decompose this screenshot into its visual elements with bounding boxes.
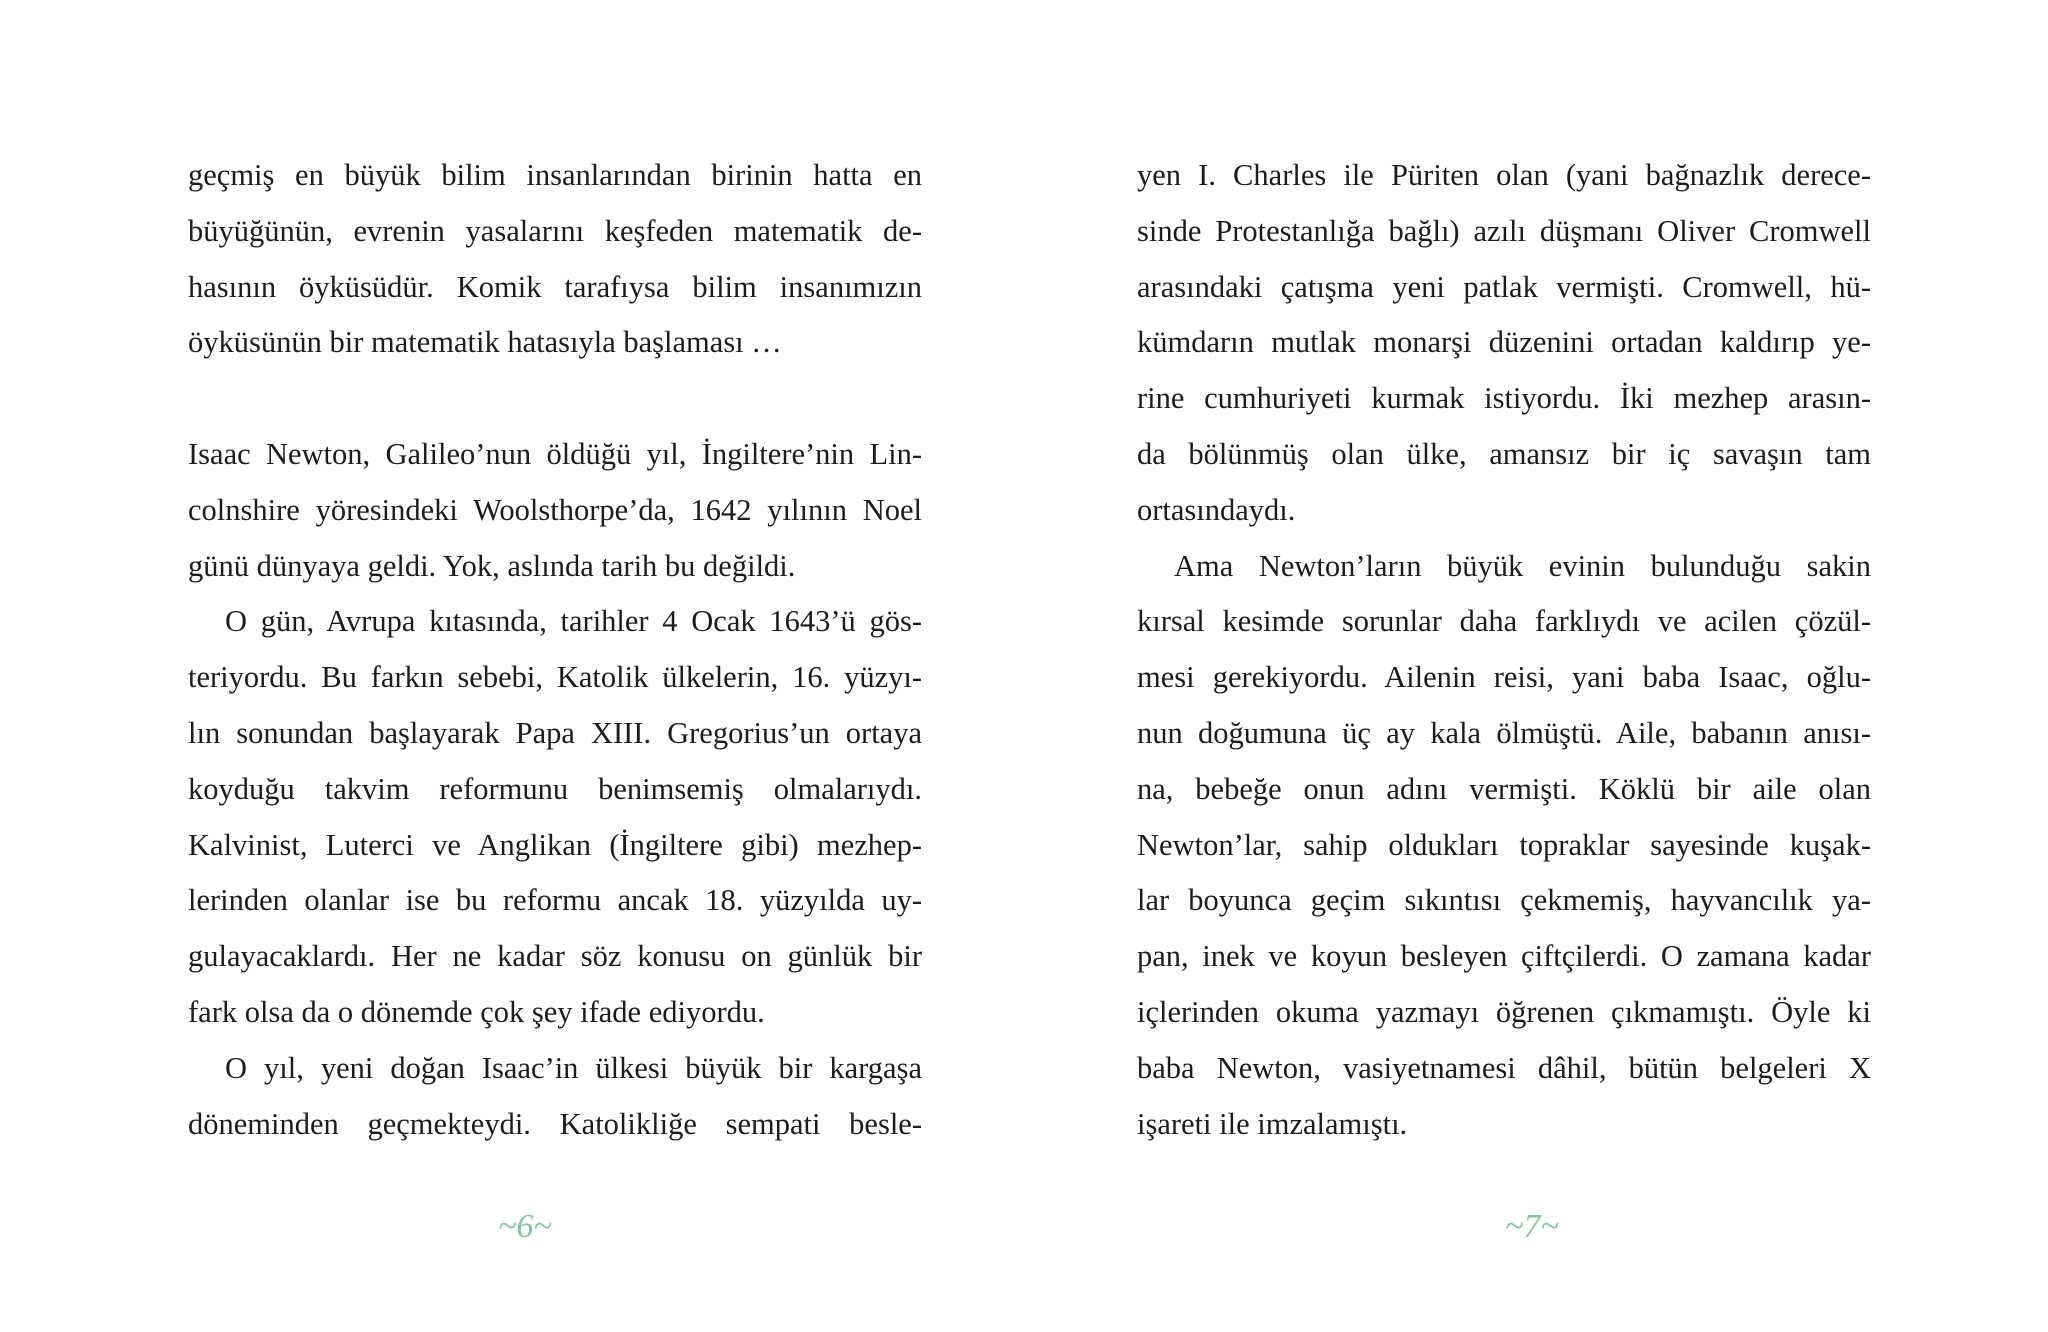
text-line: da bölünmüş olan ülke, amansız bir iç savaşın tam <box>1137 436 1871 471</box>
text-line: kırsal kesimde sorunlar daha farklıydı ve acilen çözül- <box>1137 604 1871 639</box>
text-line: teriyordu. Bu farkın sebebi, Katolik ülkelerin, 16. yüzyı- <box>188 660 922 695</box>
text-line: büyüğünün, evrenin yasalarını keşfeden matematik de- <box>188 213 922 248</box>
text-line: lar boyunca geçim sıkıntısı çekmemiş, hayvancılık ya- <box>1137 883 1871 918</box>
text-line: günü dünyaya geldi. Yok, aslında tarih bu değildi. <box>188 548 796 583</box>
text-line: ortasındaydı. <box>1137 492 1296 527</box>
text-line: Newton’lar, sahip oldukları topraklar sayesinde kuşak- <box>1137 827 1871 862</box>
text-line: gulayacaklardı. Her ne kadar söz konusu on günlük bir <box>188 939 922 974</box>
text-line: O gün, Avrupa kıtasında, tarihler 4 Ocak 1643’ü gös- <box>225 604 922 639</box>
text-line: Kalvinist, Luterci ve Anglikan (İngiltere gibi) mezhep- <box>188 827 922 862</box>
text-line: na, bebeğe onun adını vermişti. Köklü bir aile olan <box>1137 771 1871 806</box>
right-page-text <box>1137 148 1871 1152</box>
text-line: nun doğumuna üç ay kala ölmüştü. Aile, babanın anısı- <box>1137 715 1871 750</box>
page-number-right: ~7~ <box>1505 1208 1559 1245</box>
text-line: geçmiş en büyük bilim insanlarından birinin hatta en <box>188 158 922 192</box>
text-line: pan, inek ve koyun besleyen çiftçilerdi. O zamana kadar <box>1137 939 1871 974</box>
text-line: döneminden geçmekteydi. Katolikliğe sempati besle- <box>188 1106 922 1141</box>
text-line: içlerinden okuma yazmayı öğrenen çıkmamıştı. Öyle ki <box>1137 994 1871 1029</box>
text-line: kümdarın mutlak monarşi düzenini ortadan kaldırıp ye- <box>1137 325 1871 360</box>
text-line: işareti ile imzalamıştı. <box>1137 1106 1408 1141</box>
text-line: rine cumhuriyeti kurmak istiyordu. İki mezhep arasın- <box>1137 381 1871 416</box>
text-line: koyduğu takvim reformunu benimsemiş olmalarıydı. <box>188 771 922 806</box>
text-line: Ama Newton’ların büyük evinin bulunduğu sakin <box>1174 548 1871 583</box>
text-line: arasındaki çatışma yeni patlak vermişti. Cromwell, hü- <box>1137 269 1871 304</box>
text-line: colnshire yöresindeki Woolsthorpe’da, 1642 yılının Noel <box>188 492 922 527</box>
text-line: O yıl, yeni doğan Isaac’in ülkesi büyük bir kargaşa <box>225 1050 922 1085</box>
text-line: Isaac Newton, Galileo’nun öldüğü yıl, İngiltere’nin Lin- <box>188 436 922 471</box>
text-line: baba Newton, vasiyetnamesi dâhil, bütün belgeleri X <box>1137 1050 1871 1085</box>
section-break <box>188 371 922 427</box>
left-page-text <box>188 148 922 1152</box>
text-line: öyküsünün bir matematik hatasıyla başlaması … <box>188 325 782 360</box>
text-line: sinde Protestanlığa bağlı) azılı düşmanı Oliver Cromwell <box>1137 213 1871 248</box>
page-number-left: ~6~ <box>498 1208 552 1245</box>
text-line: lın sonundan başlayarak Papa XIII. Gregorius’un ortaya <box>188 715 922 750</box>
text-line: fark olsa da o dönemde çok şey ifade ediyordu. <box>188 994 765 1029</box>
text-line: yen I. Charles ile Püriten olan (yani bağnazlık derece- <box>1137 158 1871 192</box>
text-line: mesi gerekiyordu. Ailenin reisi, yani baba Isaac, oğlu- <box>1137 660 1871 695</box>
text-line: lerinden olanlar ise bu reformu ancak 18. yüzyılda uy- <box>188 883 922 918</box>
text-line: hasının öyküsüdür. Komik tarafıysa bilim insanımızın <box>188 269 922 304</box>
